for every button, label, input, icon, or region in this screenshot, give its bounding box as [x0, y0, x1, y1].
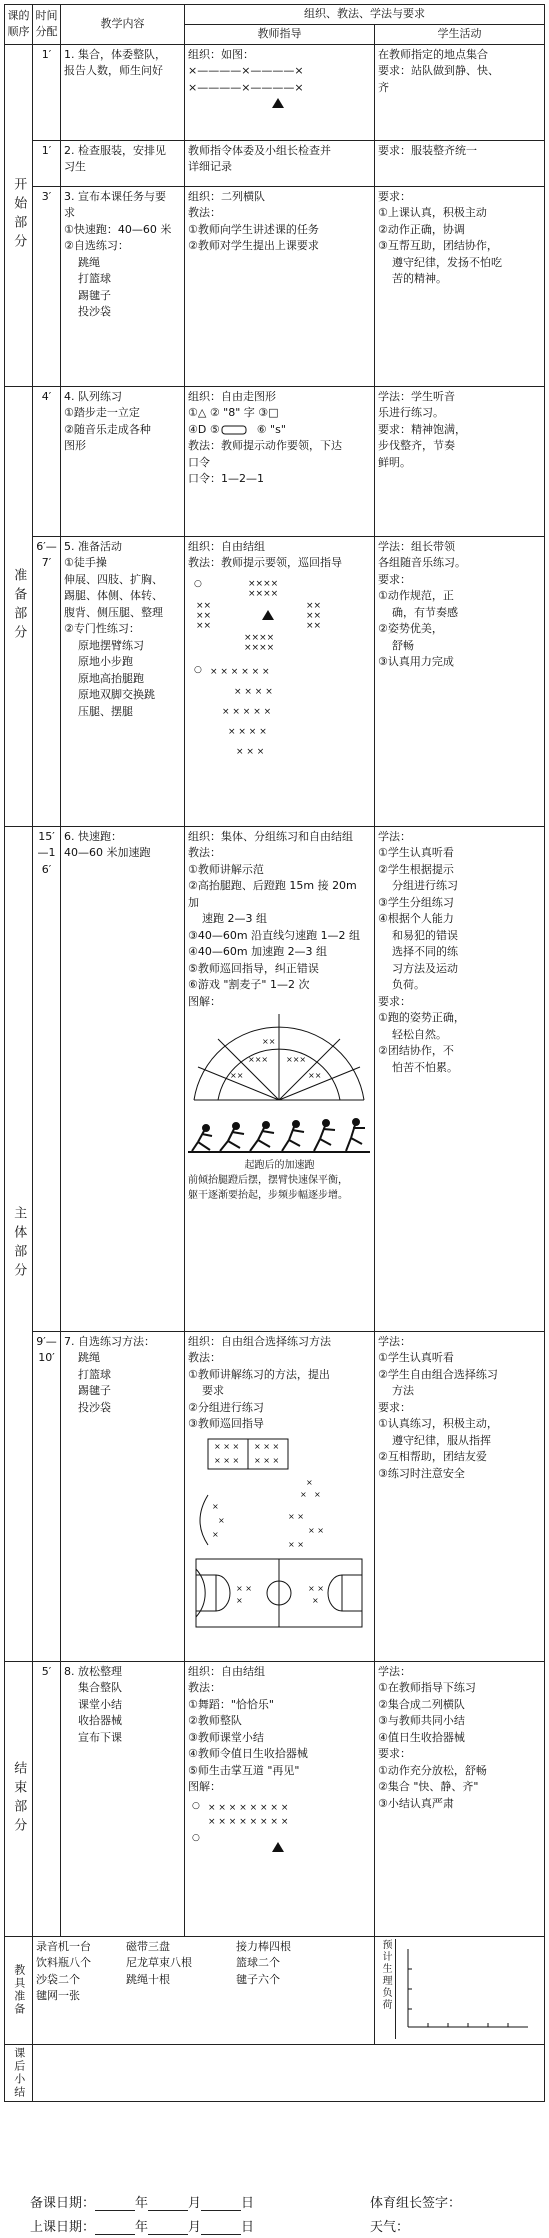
caption-line: 前倾抬腿蹬后摆，摆臂快速保平衡， — [188, 1175, 348, 1186]
svg-text:×××: ××× — [248, 1055, 269, 1064]
text-line: ①在教师指导下练习 — [378, 1681, 476, 1694]
prep-section-label: 准备部分 — [5, 386, 33, 826]
month-label: 月 — [188, 2220, 202, 2235]
text-line: 习生 — [64, 160, 86, 173]
time-cell: 3′ — [33, 186, 61, 386]
lesson-plan-table — [4, 4, 545, 2102]
text-line: ②姿势优美， — [378, 622, 443, 635]
year-label: 年 — [135, 2220, 149, 2235]
main-section-label: 主体部分 — [5, 826, 33, 1661]
text-line: ②互相帮助，团结友爱 — [378, 1450, 487, 1463]
text-line: 8. 放松整理 — [64, 1664, 122, 1678]
equipment-item: 毽子六个 — [236, 1972, 280, 1986]
figure-caption: 起跑后的加速跑 — [244, 1160, 315, 1171]
student-cell — [375, 826, 545, 1331]
svg-text:× × × × × ×: × × × × × × — [210, 666, 270, 677]
equipment-item: 接力棒四根 — [236, 1939, 291, 1953]
summary-cell[interactable] — [33, 2044, 545, 2101]
equipment-item: 饮料瓶八个 — [36, 1956, 91, 1969]
text-line: ②动作正确，协调 — [378, 222, 465, 236]
col-time-header: 时间分配 — [33, 5, 61, 45]
text-line: 2. 检查服装，安排见 — [64, 143, 166, 157]
text-line: 要求：精神饱满， — [378, 422, 466, 436]
text-line: ④D ⑤ — [188, 422, 220, 436]
text-line: 教法： — [188, 1351, 221, 1364]
equipment-line — [36, 1972, 371, 1989]
summary-label: 课后小结 — [5, 2044, 33, 2101]
equipment-item: 沙袋二个 — [36, 1972, 80, 1986]
svg-text:× × ×: × × × — [214, 1441, 240, 1451]
teacher-cell — [185, 186, 375, 386]
time-cell: 4′ — [33, 386, 61, 536]
text-line: ②学生根据提示 — [378, 862, 454, 876]
text-line: 要求： — [378, 1400, 411, 1414]
text-line: 报告人数，师生问好 — [64, 64, 163, 77]
equipment-row — [5, 1936, 545, 2044]
text-line: ①上课认真，积极主动 — [378, 206, 487, 219]
text-line: 踢腿、体侧、体转、 — [64, 589, 163, 602]
text-line: 教师指令体委及小组长检查并 — [188, 143, 331, 157]
text-line: 教法：教师提示动作要领，下达 — [188, 439, 342, 452]
text-line: 课堂小结 — [78, 1697, 122, 1711]
free-practice-field-diagram — [188, 1435, 370, 1635]
student-cell — [375, 1331, 545, 1661]
svg-text:×××: ××× — [286, 1055, 307, 1064]
text-line: ⑥游戏 "割麦子" 1—2 次 — [188, 978, 310, 991]
caption-line: 躯干逐渐要抬起，步频步幅逐步增。 — [188, 1190, 348, 1201]
text-line: 打篮球 — [78, 272, 111, 285]
svg-text:×: × — [314, 1489, 321, 1499]
text-line: ④值日生收拾器械 — [378, 1730, 465, 1744]
fan-track-diagram — [188, 1012, 370, 1112]
text-line: ⑤师生击掌互道 "再见" — [188, 1763, 300, 1777]
svg-text:×: × — [212, 1501, 219, 1511]
svg-text:○: ○ — [192, 1832, 200, 1843]
text-line: 要求 — [202, 1384, 224, 1397]
time-cell: 15′—16′ — [33, 826, 61, 1331]
text-line: 遵守纪律，服从指挥 — [392, 1433, 491, 1447]
text-line: ①踏步走一立定 — [64, 406, 140, 419]
text-line: 怕苦不怕累。 — [392, 1060, 458, 1074]
text-line: 组织：自由走图形 — [188, 389, 276, 403]
weather-label: 天气： — [370, 2220, 410, 2235]
text-line: 打篮球 — [78, 1367, 111, 1381]
text-line: 要求： — [378, 1747, 411, 1760]
text-line: 踢毽子 — [78, 288, 111, 302]
text-line: 组织：集体、分组练习和自由结组 — [188, 829, 353, 843]
opening-section-label: 开始部分 — [5, 44, 33, 386]
equipment-line — [36, 1955, 371, 1972]
text-line: 在教师指定的地点集合 — [378, 47, 488, 61]
text-line: ①教师讲解练习的方法，提出 — [188, 1367, 330, 1381]
text-line: 口令 — [188, 455, 210, 469]
text-line: 鲜明。 — [378, 455, 411, 469]
text-line: ③教师课堂小结 — [188, 1730, 264, 1744]
text-line: ①认真练习，积极主动， — [378, 1417, 498, 1430]
svg-text:×: × — [306, 1477, 313, 1487]
text-line: ③小结认真严肃 — [378, 1796, 454, 1810]
time-cell: 1′ — [33, 140, 61, 186]
blank-field[interactable] — [201, 2222, 241, 2235]
text-line: 口令：1—2—1 — [188, 472, 264, 485]
text-line: 组织：自由结组 — [188, 539, 265, 553]
year-label: 年 — [135, 2196, 149, 2211]
text-line: 40—60 米加速跑 — [64, 846, 151, 859]
text-line: 1. 集合，体委整队， — [64, 47, 166, 61]
content-cell — [61, 140, 185, 186]
text-line: ①△ ② "8" 字 ③□ — [188, 406, 279, 419]
text-line: 收拾器械 — [78, 1714, 122, 1727]
text-line: 图形 — [64, 439, 86, 452]
text-line: 齐 — [378, 80, 389, 94]
summary-row — [5, 2044, 545, 2101]
equipment-item: 篮球二个 — [236, 1956, 280, 1969]
warmup-formation-diagram — [188, 574, 368, 774]
equipment-cell — [33, 1936, 375, 2044]
text-line: 各组随音乐练习。 — [378, 556, 466, 569]
content-cell — [61, 536, 185, 826]
text-line: 乐进行练习。 — [378, 406, 444, 419]
svg-text:××: ×× — [196, 610, 212, 621]
equipment-line — [36, 1939, 371, 1956]
text-line: 原地摆臂练习 — [78, 638, 144, 652]
svg-text:××: ×× — [262, 1037, 276, 1046]
teacher-cell — [185, 1661, 375, 1936]
prep-date-label: 备课日期： — [30, 2196, 96, 2211]
text-line: 学法： — [378, 1664, 411, 1678]
text-line: 要求： — [378, 189, 411, 203]
month-label: 月 — [188, 2196, 202, 2211]
text-line: 踢毽子 — [78, 1384, 111, 1397]
text-line: ③与教师共同小结 — [378, 1714, 465, 1727]
text-line: ②自选练习： — [64, 239, 129, 252]
svg-text:× ×: × × — [288, 1511, 304, 1521]
text-line: 学法： — [378, 1334, 411, 1348]
time-cell: 9′—10′ — [33, 1331, 61, 1661]
text-line: ③练习时注意安全 — [378, 1466, 465, 1480]
col-order-header: 课的顺序 — [5, 5, 33, 45]
text-line: 舒畅 — [392, 638, 414, 652]
day-label: 日 — [241, 2196, 255, 2211]
equipment-line — [36, 1988, 371, 2005]
text-line: 要求： — [378, 572, 411, 586]
text-line: 教法： — [188, 206, 221, 219]
text-line: 苦的精神。 — [392, 272, 447, 285]
text-line: ①学生认真听看 — [378, 1351, 454, 1364]
ending-section-label: 结束部分 — [5, 1661, 33, 1936]
svg-text:×: × — [218, 1515, 225, 1525]
teacher-cell — [185, 1331, 375, 1661]
svg-text:××: ×× — [308, 1071, 322, 1080]
teacher-position-triangle — [188, 96, 368, 110]
load-curve-label: 预计生理负荷 — [377, 1939, 396, 2039]
blank-field[interactable] — [148, 2222, 188, 2235]
prep-row-1 — [5, 386, 545, 536]
text-line: ③学生分组练习 — [378, 895, 454, 909]
text-line: ②集合成二列横队 — [378, 1697, 465, 1711]
student-cell — [375, 44, 545, 140]
text-line: 6. 快速跑： — [64, 829, 122, 843]
text-line: 宣布下课 — [78, 1730, 122, 1744]
svg-text:× ×: × × — [308, 1583, 324, 1593]
blank-field[interactable] — [201, 2198, 241, 2211]
text-line: ②教师对学生提出上课要求 — [188, 239, 319, 252]
weather-line — [370, 2216, 409, 2235]
student-cell — [375, 536, 545, 826]
ending-row — [5, 1661, 545, 1936]
text-line: 和易犯的错误 — [392, 928, 458, 942]
day-label: 日 — [241, 2220, 255, 2235]
class-date-line — [30, 2216, 254, 2235]
blank-field[interactable] — [95, 2222, 135, 2235]
content-cell — [61, 1661, 185, 1936]
col-student-header: 学生活动 — [375, 24, 545, 44]
text-line: 投沙袋 — [78, 1400, 111, 1414]
equipment-item: 磁带三盘 — [126, 1939, 170, 1953]
text-line: ⑥ "s" — [256, 422, 286, 436]
text-line: 学法：组长带领 — [378, 539, 455, 553]
text-line: ①动作规范，正 — [378, 589, 454, 602]
text-line: 组织：自由组合选择练习方法 — [188, 1334, 331, 1348]
text-line: 原地双脚交换跳 — [78, 688, 155, 701]
text-line: 图解： — [188, 1780, 221, 1793]
svg-text:× × × × ×: × × × × × — [222, 706, 272, 717]
blank-field[interactable] — [95, 2198, 135, 2211]
text-line: 组织：如图： — [188, 47, 254, 61]
opening-row-1 — [5, 44, 545, 140]
text-line: ①教师向学生讲述课的任务 — [188, 222, 319, 236]
svg-text:× × ×: × × × — [214, 1455, 240, 1465]
text-line: 教法：教师提示要领，巡回指导 — [188, 556, 342, 569]
content-cell — [61, 826, 185, 1331]
text-line: ②分组进行练习 — [188, 1400, 264, 1414]
time-cell: 1′ — [33, 44, 61, 140]
svg-text:××: ×× — [196, 600, 212, 611]
text-line: ②集合 "快、静、齐" — [378, 1780, 479, 1793]
text-line: ②团结协作，不 — [378, 1044, 454, 1057]
svg-text:× ×: × × — [308, 1525, 324, 1535]
svg-text:××: ×× — [306, 620, 322, 631]
header-row-1 — [5, 5, 545, 25]
svg-text:××: ×× — [230, 1071, 244, 1080]
load-curve-axes — [396, 1939, 536, 2039]
svg-text:× × ×: × × × — [254, 1455, 280, 1465]
text-line: 原地高抬腿跑 — [78, 671, 144, 685]
text-line: 习方法及运动 — [392, 961, 458, 975]
text-line: 跳绳 — [78, 1351, 100, 1364]
text-line: ③互帮互助，团结协作， — [378, 239, 498, 252]
text-line: 伸展、四肢、扩胸、 — [64, 572, 163, 586]
closing-formation-diagram — [188, 1798, 370, 1854]
main-row-2 — [5, 1331, 545, 1661]
opening-row-3 — [5, 186, 545, 386]
prep-date-line — [30, 2192, 254, 2211]
equipment-item: 跳绳十根 — [126, 1972, 170, 1986]
svg-text:× ×: × × — [236, 1583, 252, 1593]
svg-text:○: ○ — [194, 578, 202, 589]
text-line: ①学生认真听看 — [378, 846, 454, 859]
student-cell — [375, 140, 545, 186]
content-cell — [61, 1331, 185, 1661]
svg-text:××: ×× — [196, 620, 212, 631]
svg-text:× × × ×: × × × × — [234, 686, 273, 697]
shape-line — [188, 422, 371, 439]
text-line: ①跑的姿势正确， — [378, 1011, 465, 1024]
text-line: ②专门性练习： — [64, 622, 140, 635]
text-line: 求 — [64, 206, 75, 219]
col-teacher-header: 教师指导 — [185, 24, 375, 44]
text-line: ①舞蹈："恰恰乐" — [188, 1697, 274, 1711]
sprinters-illustration — [188, 1114, 370, 1156]
teacher-cell — [185, 386, 375, 536]
svg-text:×: × — [212, 1529, 219, 1539]
svg-text:× ×: × × — [288, 1539, 304, 1549]
text-line: 步伐整齐，节奏 — [378, 439, 455, 452]
teacher-cell — [185, 44, 375, 140]
text-line: ①教师讲解示范 — [188, 862, 264, 876]
text-line: ④根据个人能力 — [378, 912, 454, 925]
text-line: 3. 宣布本课任务与要 — [64, 189, 166, 203]
svg-text:××××: ×××× — [244, 632, 275, 643]
svg-text:×: × — [312, 1595, 319, 1605]
leader-sign-line — [370, 2192, 461, 2211]
content-cell — [61, 386, 185, 536]
text-line: 教法： — [188, 846, 221, 859]
text-line: 选择不同的练 — [392, 945, 458, 958]
col-content-header: 教学内容 — [61, 5, 185, 45]
text-line: 5. 准备活动 — [64, 539, 122, 553]
svg-text:○: ○ — [194, 664, 202, 675]
time-cell: 6′—7′ — [33, 536, 61, 826]
svg-text:××××: ×××× — [248, 578, 279, 589]
text-line: 投沙袋 — [78, 305, 111, 318]
opening-row-2 — [5, 140, 545, 186]
text-line: ⑤教师巡回指导，纠正错误 — [188, 961, 319, 975]
time-cell: 5′ — [33, 1661, 61, 1936]
formation-line: ×————×————× — [188, 64, 304, 77]
text-line: 原地小步跑 — [78, 655, 133, 668]
text-line: 确，有节奏感 — [392, 605, 458, 619]
text-line: ①快速跑：40—60 米 — [64, 222, 172, 236]
text-line: 7. 自选练习方法： — [64, 1334, 155, 1348]
content-cell — [61, 186, 185, 386]
text-line: 方法 — [392, 1384, 414, 1397]
equipment-label: 教具准备 — [5, 1936, 33, 2044]
svg-text:× × × × × × × ×: × × × × × × × × — [208, 1816, 289, 1827]
rounded-rect-icon — [220, 425, 250, 435]
text-line: ④教师令值日生收拾器械 — [188, 1747, 308, 1760]
student-cell — [375, 386, 545, 536]
text-line: ①徒手操 — [64, 556, 107, 569]
main-row-1 — [5, 826, 545, 1331]
leader-sign-label: 体育组长签字： — [370, 2196, 462, 2211]
text-line: 速跑 2—3 组 — [202, 912, 267, 925]
svg-text:○: ○ — [192, 1800, 200, 1811]
text-line: 详细记录 — [188, 160, 232, 173]
text-line: 负荷。 — [392, 978, 425, 991]
text-line: 轻松自然。 — [392, 1027, 447, 1041]
text-line: 组织：自由结组 — [188, 1664, 265, 1678]
text-line: 要求：服装整齐统一 — [378, 143, 477, 157]
text-line: ③教师巡回指导 — [188, 1417, 264, 1430]
text-line: ②教师整队 — [188, 1714, 242, 1727]
svg-text:× × ×: × × × — [236, 746, 265, 757]
equipment-item: 尼龙草束八根 — [126, 1956, 192, 1969]
text-line: 学法：学生听音 — [378, 389, 455, 403]
teacher-cell — [185, 826, 375, 1331]
text-line: 图解： — [188, 994, 221, 1008]
formation-line: ×————×————× — [188, 80, 304, 94]
svg-text:××××: ×××× — [244, 642, 275, 653]
text-line: 遵守纪律，发扬不怕吃 — [392, 255, 502, 269]
student-cell — [375, 186, 545, 386]
text-line: ②随音乐走成各种 — [64, 422, 151, 436]
prep-row-2 — [5, 536, 545, 826]
text-line: ②学生自由组合选择练习 — [378, 1367, 498, 1381]
content-cell — [61, 44, 185, 140]
text-line: 组织：二列横队 — [188, 189, 265, 203]
svg-text:× × × × × × × ×: × × × × × × × × — [208, 1802, 289, 1813]
student-cell — [375, 1661, 545, 1936]
equipment-item: 毽网一张 — [36, 1989, 80, 2002]
class-date-label: 上课日期： — [30, 2220, 96, 2235]
text-line: 学法： — [378, 829, 411, 843]
text-line: ③认真用力完成 — [378, 655, 454, 668]
text-line: ④40—60m 加速跑 2—3 组 — [188, 945, 328, 958]
svg-text:× × × ×: × × × × — [228, 726, 267, 737]
blank-field[interactable] — [148, 2198, 188, 2211]
load-curve-wrap — [377, 1939, 542, 2039]
text-line: 要求： — [378, 994, 411, 1008]
load-curve-cell — [375, 1936, 545, 2044]
text-line: 分组进行练习 — [392, 879, 458, 892]
text-line: 压腿、摆腿 — [78, 704, 133, 718]
teacher-cell — [185, 536, 375, 826]
text-line: 跳绳 — [78, 255, 100, 269]
svg-text:××: ×× — [306, 610, 322, 621]
text-line: 腹背、侧压腿、整理 — [64, 605, 163, 619]
col-org-header: 组织、教法、学法与要求 — [185, 5, 545, 25]
svg-text:××: ×× — [306, 600, 322, 611]
svg-text:×: × — [300, 1489, 307, 1499]
text-line: 集合整队 — [78, 1681, 122, 1694]
svg-text:×: × — [236, 1595, 243, 1605]
text-line: 教法： — [188, 1681, 221, 1694]
svg-text:××××: ×××× — [248, 588, 279, 599]
text-line: ③40—60m 沿直线匀速跑 1—2 组 — [188, 928, 361, 942]
equipment-item: 录音机一台 — [36, 1939, 91, 1953]
text-line: 4. 队列练习 — [64, 389, 122, 403]
text-line: ②高抬腿跑、后蹬跑 15m 接 20m 加 — [188, 879, 357, 909]
text-line: ①动作充分放松，舒畅 — [378, 1763, 487, 1777]
text-line: 要求：站队做到静、快、 — [378, 64, 499, 77]
svg-text:× × ×: × × × — [254, 1441, 280, 1451]
teacher-cell — [185, 140, 375, 186]
